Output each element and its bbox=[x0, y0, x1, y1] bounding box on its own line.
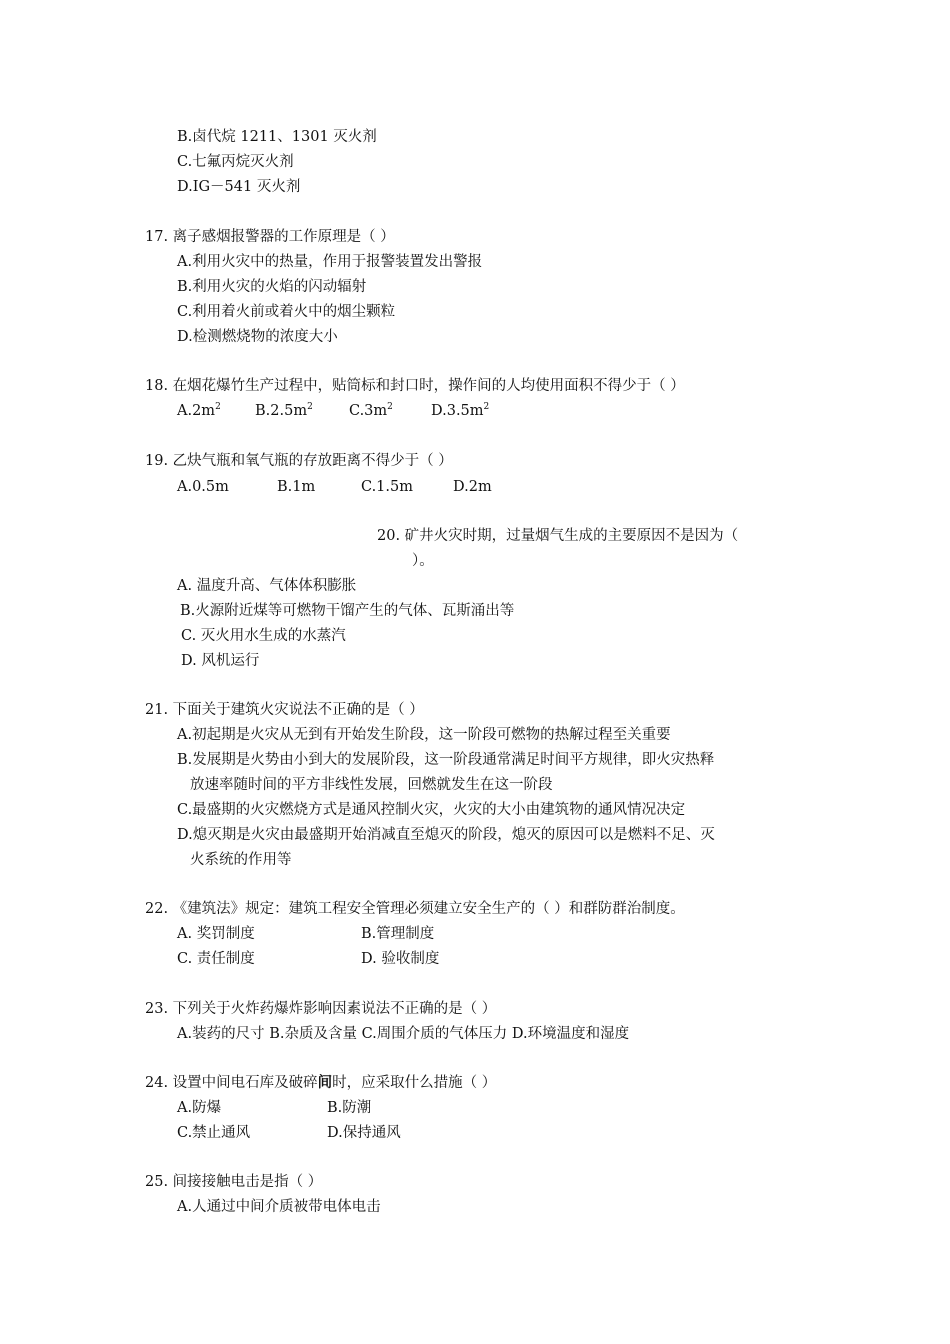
q25-option-a: A.人通过中间介质被带电体电击 bbox=[177, 1199, 381, 1215]
q20-option-a: A. 温度升高、气体体积膨胀 bbox=[177, 578, 357, 594]
q22-option-b: B.管理制度 bbox=[361, 926, 435, 942]
q25-stem: 25. 间接接触电击是指（ ） bbox=[145, 1174, 323, 1190]
q16-option-d: D.IG－541 灭火剂 bbox=[177, 179, 301, 195]
q21-option-b-continued: 放速率随时间的平方非线性发展，回燃就发生在这一阶段 bbox=[190, 777, 553, 793]
q19-option-d: D.2m bbox=[453, 479, 492, 495]
q22-options-row2 bbox=[177, 949, 439, 969]
q24-option-c: C.禁止通风 bbox=[177, 1125, 251, 1141]
q18-stem: 18. 在烟花爆竹生产过程中，贴筒标和封口时，操作间的人均使用面积不得少于（ ） bbox=[145, 378, 685, 394]
q17-option-d: D.检测燃烧物的浓度大小 bbox=[177, 329, 338, 345]
q20-stem-continued: ）。 bbox=[412, 553, 434, 569]
q21-option-b: B.发展期是火势由小到大的发展阶段，这一阶段通常满足时间平方规律，即火灾热释 bbox=[177, 752, 715, 768]
q24-option-a: A.防爆 bbox=[177, 1100, 222, 1116]
q16-option-b: B.卤代烷 1211、1301 灭火剂 bbox=[177, 129, 377, 145]
q18-option-b: $B.2.5m^2$ bbox=[255, 402, 313, 419]
q20-option-b: B.火源附近煤等可燃物干馏产生的气体、瓦斯涌出等 bbox=[180, 603, 515, 619]
q17-option-c: C.利用着火前或着火中的烟尘颗粒 bbox=[177, 304, 396, 320]
q21-stem: 21. 下面关于建筑火灾说法不正确的是（ ） bbox=[145, 702, 424, 718]
q24-option-d: D.保持通风 bbox=[327, 1125, 401, 1141]
q16-option-c: C.七氟丙烷灭火剂 bbox=[177, 154, 294, 170]
q20-option-c: C. 灭火用水生成的水蒸汽 bbox=[181, 628, 346, 644]
q24-options-row1 bbox=[177, 1098, 371, 1118]
q19-option-c: C.1.5m bbox=[361, 479, 413, 495]
q18-option-c: $C.3m^2$ bbox=[349, 402, 393, 419]
q21-option-d-continued: 火系统的作用等 bbox=[190, 852, 292, 868]
q24-stem: 24. 设置中间电石库及破碎间时，应采取什么措施（ ） bbox=[145, 1074, 497, 1091]
q22-option-c: C. 责任制度 bbox=[177, 951, 255, 967]
q24-option-b: B.防潮 bbox=[327, 1100, 372, 1116]
q24-options-row2 bbox=[177, 1123, 401, 1143]
q22-options-row1 bbox=[177, 924, 434, 944]
q23-stem: 23. 下列关于火炸药爆炸影响因素说法不正确的是（ ） bbox=[145, 1001, 497, 1017]
q19-stem: 19. 乙炔气瓶和氧气瓶的存放距离不得少于（ ） bbox=[145, 453, 453, 469]
q17-option-a: A.利用火灾中的热量，作用于报警装置发出警报 bbox=[177, 254, 483, 270]
q22-option-d: D. 验收制度 bbox=[361, 951, 440, 967]
q21-option-a: A.初起期是火灾从无到有开始发生阶段，这一阶段可燃物的热解过程至关重要 bbox=[177, 727, 671, 743]
q20-stem: 20. 矿井火灾时期，过量烟气生成的主要原因不是因为（ bbox=[377, 528, 739, 544]
q18-options bbox=[177, 401, 489, 421]
q19-option-b: B.1m bbox=[277, 479, 316, 495]
q23-options: A.装药的尺寸 B.杂质及含量 C.周围介质的气体压力 D.环境温度和湿度 bbox=[177, 1026, 630, 1042]
q22-option-a: A. 奖罚制度 bbox=[177, 926, 255, 942]
q17-option-b: B.利用火灾的火焰的闪动辐射 bbox=[177, 279, 367, 295]
q17-stem: 17. 离子感烟报警器的工作原理是（ ） bbox=[145, 229, 395, 245]
q21-option-c: C.最盛期的火灾燃烧方式是通风控制火灾，火灾的大小由建筑物的通风情况决定 bbox=[177, 802, 686, 818]
q22-stem: 22. 《建筑法》规定：建筑工程安全管理必须建立安全生产的（ ）和群防群治制度。 bbox=[145, 901, 685, 917]
q18-option-d: $D.3.5m^2$ bbox=[431, 402, 490, 419]
q19-option-a: A.0.5m bbox=[177, 479, 229, 495]
q18-option-a: $A.2m^2$ bbox=[177, 402, 221, 419]
q21-option-d: D.熄灭期是火灾由最盛期开始消减直至熄灭的阶段，熄灭的原因可以是燃料不足、灭 bbox=[177, 827, 715, 843]
q20-option-d: D. 风机运行 bbox=[181, 653, 260, 669]
q19-options bbox=[177, 477, 492, 497]
